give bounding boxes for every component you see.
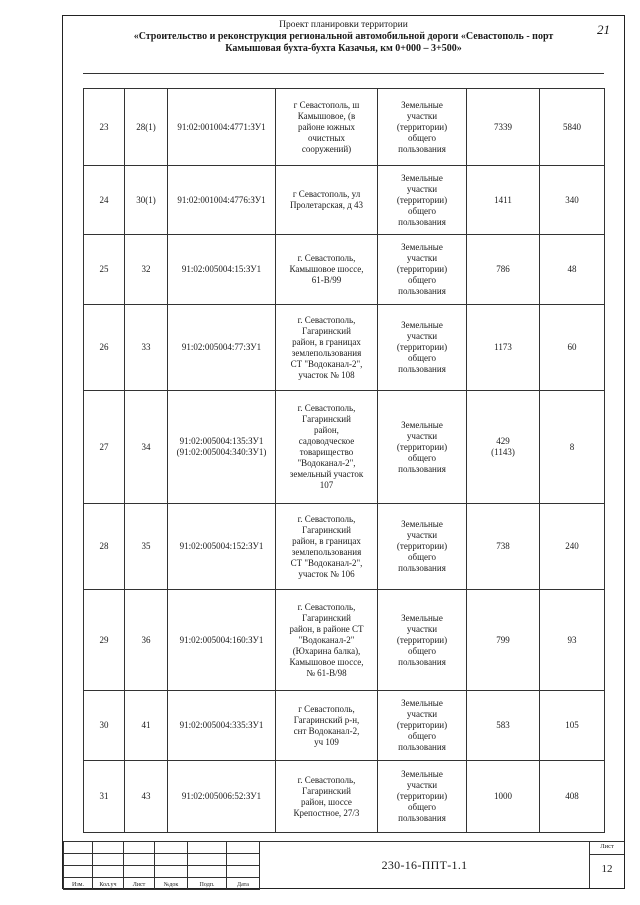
- row-number-cell: 28: [84, 504, 125, 590]
- plot-number-cell: 36: [125, 590, 168, 691]
- title-block-label: Кол.уч: [93, 878, 124, 890]
- plot-number-cell: 43: [125, 761, 168, 833]
- table-row: [84, 305, 605, 391]
- row-number-cell: 29: [84, 590, 125, 691]
- address-cell: г. Севастополь, Гагаринский район, в границах землепользования СТ "Водоканал-2", участок № 106: [276, 504, 378, 590]
- row-number-cell: 31: [84, 761, 125, 833]
- value-cell: 240: [540, 504, 605, 590]
- value-cell: 340: [540, 166, 605, 235]
- area-cell: 583: [467, 691, 540, 761]
- row-number-cell: 26: [84, 305, 125, 391]
- plot-number-cell: 30(1): [125, 166, 168, 235]
- row-number-cell: 27: [84, 391, 125, 504]
- value-cell: 105: [540, 691, 605, 761]
- sheet-number: 12: [601, 863, 613, 875]
- header-line-3: Камышовая бухта-бухта Казачья, км 0+000 – 3+500»: [225, 43, 462, 54]
- title-block-label: Изм.: [64, 878, 93, 890]
- value-cell: 5840: [540, 89, 605, 166]
- address-cell: г. Севастополь, Гагаринский район, в районе СТ "Водоканал-2" (Юхарина балка), Камышовое шоссе, № 61-В/98: [276, 590, 378, 691]
- table-row: [84, 89, 605, 166]
- category-cell: Земельные участки (территории) общего пользования: [378, 305, 467, 391]
- land-plots-table: [83, 88, 605, 833]
- category-cell: Земельные участки (территории) общего пользования: [378, 504, 467, 590]
- cadastral-number-cell: 91:02:005004:135:ЗУ1 (91:02:005004:340:ЗУ1): [168, 391, 276, 504]
- document-header: [63, 20, 624, 55]
- area-cell: 1000: [467, 761, 540, 833]
- table-row: [84, 761, 605, 833]
- table-row: [84, 504, 605, 590]
- table-row: [84, 391, 605, 504]
- area-cell: 799: [467, 590, 540, 691]
- category-cell: Земельные участки (территории) общего пользования: [378, 761, 467, 833]
- table-row: [84, 590, 605, 691]
- area-cell: 786: [467, 235, 540, 305]
- cadastral-number-cell: 91:02:005004:160:ЗУ1: [168, 590, 276, 691]
- address-cell: г. Севастополь, Гагаринский район, садоводческое товарищество "Водоканал-2", земельный участок 107: [276, 391, 378, 504]
- row-number-cell: 23: [84, 89, 125, 166]
- cadastral-number-cell: 91:02:001004:4771:ЗУ1: [168, 89, 276, 166]
- plot-number-cell: 35: [125, 504, 168, 590]
- cadastral-number-cell: 91:02:005004:77:ЗУ1: [168, 305, 276, 391]
- address-cell: г. Севастополь, Гагаринский район, шоссе Крепостное, 27/3: [276, 761, 378, 833]
- cadastral-number-cell: 91:02:005004:335:ЗУ1: [168, 691, 276, 761]
- category-cell: Земельные участки (территории) общего пользования: [378, 391, 467, 504]
- value-cell: 408: [540, 761, 605, 833]
- cadastral-number-cell: 91:02:005004:152:ЗУ1: [168, 504, 276, 590]
- plot-number-cell: 33: [125, 305, 168, 391]
- title-block-label: Дата: [227, 878, 260, 890]
- row-number-cell: 24: [84, 166, 125, 235]
- page-frame: [62, 15, 625, 889]
- title-block-label: Лист: [124, 878, 155, 890]
- cadastral-number-cell: 91:02:001004:4776:ЗУ1: [168, 166, 276, 235]
- document-code: 230-16-ППТ-1.1: [381, 858, 468, 872]
- category-cell: Земельные участки (территории) общего пользования: [378, 166, 467, 235]
- table-row: [84, 235, 605, 305]
- header-line-2: «Строительство и реконструкция региональной автомобильной дороги «Севастополь - порт: [133, 31, 554, 42]
- area-cell: 429 (1143): [467, 391, 540, 504]
- title-block: [63, 841, 624, 888]
- address-cell: г Севастополь, ул Пролетарская, д 43: [276, 166, 378, 235]
- plot-number-cell: 34: [125, 391, 168, 504]
- area-cell: 1411: [467, 166, 540, 235]
- category-cell: Земельные участки (территории) общего пользования: [378, 89, 467, 166]
- title-block-label: №док: [155, 878, 188, 890]
- area-cell: 7339: [467, 89, 540, 166]
- row-number-cell: 30: [84, 691, 125, 761]
- category-cell: Земельные участки (территории) общего пользования: [378, 691, 467, 761]
- plot-number-cell: 32: [125, 235, 168, 305]
- category-cell: Земельные участки (территории) общего пользования: [378, 235, 467, 305]
- value-cell: 60: [540, 305, 605, 391]
- sheet-label: Лист: [600, 843, 614, 850]
- address-cell: г Севастополь, ш Камышовое, (в районе южных очистных сооружений): [276, 89, 378, 166]
- cadastral-number-cell: 91:02:005004:15:ЗУ1: [168, 235, 276, 305]
- area-cell: 738: [467, 504, 540, 590]
- page-number: 21: [597, 22, 610, 37]
- address-cell: г Севастополь, Гагаринский р-н, снт Водоканал-2, уч 109: [276, 691, 378, 761]
- plot-number-cell: 28(1): [125, 89, 168, 166]
- header-line-1: Проект планировки территории: [279, 20, 408, 30]
- value-cell: 8: [540, 391, 605, 504]
- value-cell: 93: [540, 590, 605, 691]
- row-number-cell: 25: [84, 235, 125, 305]
- category-cell: Земельные участки (территории) общего пользования: [378, 590, 467, 691]
- table-row: [84, 691, 605, 761]
- title-block-grid: [63, 841, 260, 890]
- cadastral-number-cell: 91:02:005006:52:ЗУ1: [168, 761, 276, 833]
- table-row: [84, 166, 605, 235]
- value-cell: 48: [540, 235, 605, 305]
- address-cell: г. Севастополь, Гагаринский район, в границах землепользования СТ "Водоканал-2", участок № 108: [276, 305, 378, 391]
- address-cell: г. Севастополь, Камышовое шоссе, 61-В/99: [276, 235, 378, 305]
- plot-number-cell: 41: [125, 691, 168, 761]
- area-cell: 1173: [467, 305, 540, 391]
- title-block-label: Подп.: [188, 878, 227, 890]
- header-divider: [83, 73, 604, 74]
